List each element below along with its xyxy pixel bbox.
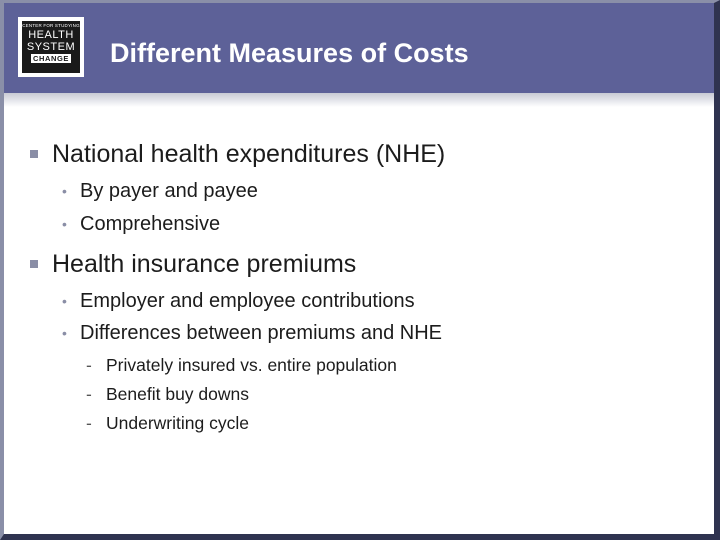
dot-bullet-icon: •	[62, 293, 67, 309]
bullet-text: Health insurance premiums	[52, 250, 357, 278]
sub-sub-bullet-text: Underwriting cycle	[106, 413, 249, 433]
logo-mark	[22, 21, 80, 73]
dash-bullet-icon: -	[86, 384, 92, 404]
dash-bullet-icon: -	[86, 413, 92, 433]
title-bar	[4, 3, 714, 93]
dot-bullet-icon: •	[62, 183, 67, 199]
dot-bullet-icon: •	[62, 325, 67, 341]
dash-bullet-icon: -	[86, 355, 92, 375]
logo	[18, 17, 84, 77]
square-bullet-icon	[30, 260, 38, 268]
logo-word-health: HEALTH	[28, 29, 74, 41]
square-bullet-icon	[30, 150, 38, 158]
sub-bullet-text: Differences between premiums and NHE	[80, 322, 443, 344]
sub-bullet-text: Comprehensive	[80, 213, 221, 235]
sub-bullet-text: By payer and payee	[80, 180, 258, 202]
logo-word-system: SYSTEM	[26, 41, 76, 53]
sub-sub-bullet-text: Privately insured vs. entire population	[106, 355, 397, 375]
sub-sub-bullet-text: Benefit buy downs	[106, 384, 250, 404]
title-bar-shadow	[4, 93, 714, 107]
logo-small-text: CENTER FOR STUDYING	[22, 23, 80, 28]
bullet-text: National health expenditures (NHE)	[52, 140, 446, 168]
sub-bullet-text: Employer and employee contributions	[80, 290, 415, 312]
logo-word-change: CHANGE	[32, 54, 70, 63]
slide-title: Different Measures of Costs	[110, 38, 469, 68]
dot-bullet-icon: •	[62, 216, 67, 232]
